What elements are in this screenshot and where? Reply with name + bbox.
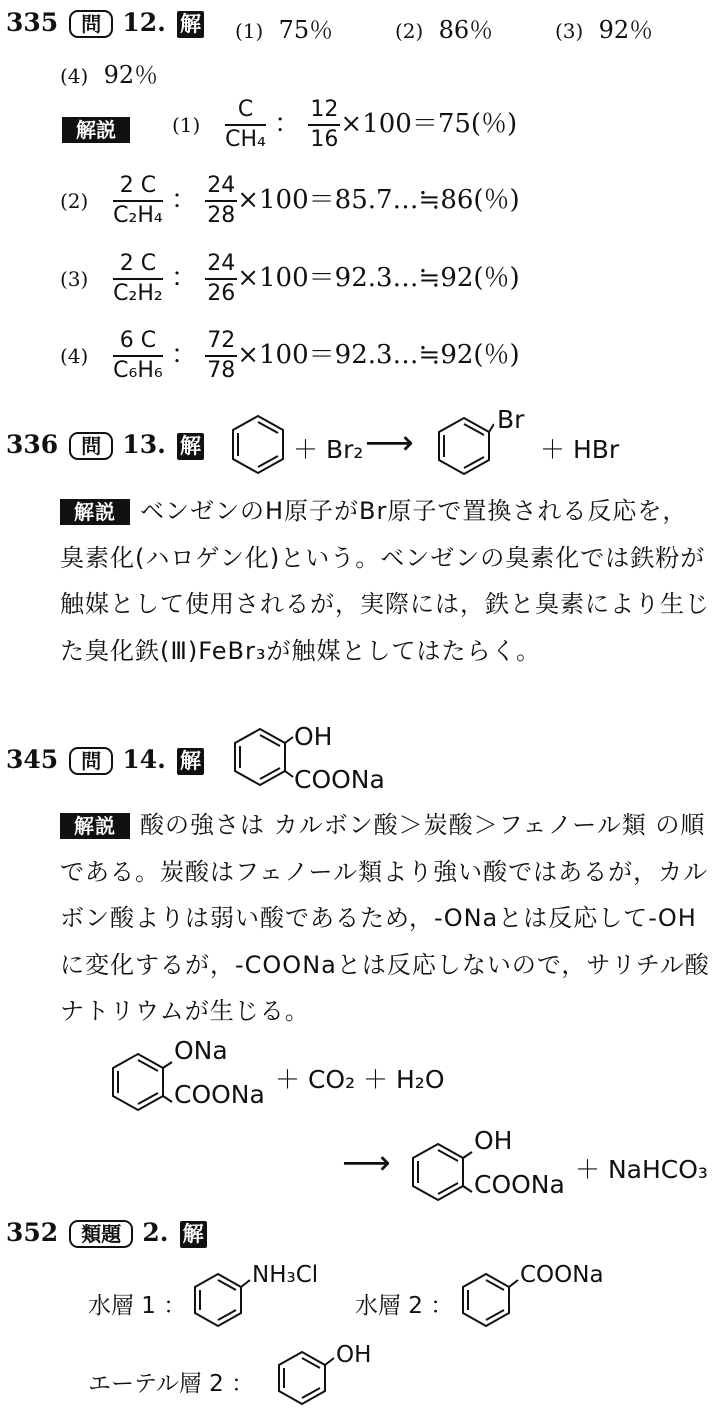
answer-mark: 解 [177, 748, 204, 775]
substituent-coona: COONa [294, 765, 385, 794]
disodium-salicylate-ring-icon [108, 1050, 174, 1116]
product-nahco3: ＋ NaHCO₃ [575, 1155, 708, 1184]
q345-explanation: 解説 酸の強さは カルボン酸＞炭酸＞フェノール類 の順である。炭酸はフェノール類より強い酸ではあるが，カルボン酸よりは弱い酸であるため，-ONaとは反応して-OHに変化するが，-COONaとは反応しないので，サリチル酸ナトリウムが生じる。 [60, 811, 710, 1025]
substituent-coona: COONa [520, 1262, 604, 1288]
question-tag: 問 [69, 10, 113, 38]
fraction: $\frac{72}{78}$ [207, 328, 236, 383]
question-tag: 類題 [69, 1220, 133, 1248]
kaisetsu-label: 解説 [60, 813, 130, 839]
sodium-salicylate-ring-icon [230, 725, 294, 791]
water-layer-2-label: 水層 2 ： [355, 1293, 454, 1319]
phenol-ring-icon [274, 1348, 336, 1410]
q335-header [6, 8, 204, 38]
fraction: $\frac{2 C}{\text{C₂H₄}}$ [113, 173, 163, 228]
q345-header [6, 745, 204, 775]
answer-mark: 解 [177, 433, 204, 460]
water-layer-1-label: 水層 1 ： [88, 1293, 187, 1319]
substituent-br: Br [497, 405, 525, 434]
answer-mark: 解 [180, 1221, 207, 1248]
question-number: 335 [6, 8, 59, 37]
substituent-ona: ONa [174, 1036, 228, 1065]
question-number: 336 [6, 430, 59, 459]
fraction: $\frac{24}{28}$ [207, 173, 236, 228]
question-number: 352 [6, 1218, 59, 1247]
kaisetsu-label: 解説 [60, 499, 130, 525]
substituent-oh: OH [336, 1342, 372, 1368]
substituent-nh3cl: NH₃Cl [252, 1262, 319, 1288]
problem-number: 14. [122, 745, 166, 774]
answer-3: (3) 92％ [555, 16, 654, 44]
answer-4: (4) 92％ [60, 61, 159, 89]
q352-header [6, 1218, 207, 1248]
question-number: 345 [6, 745, 59, 774]
q336-header [6, 430, 204, 460]
calc-step-2: (2) $\frac{2 C}{\text{C₂H₄}}$ ： $\frac{24}{28}$ ×100＝85.7…≒86(％) [60, 173, 520, 228]
fraction: $\frac{C}{\text{CH₄}}$ [225, 97, 266, 152]
problem-number: 2. [142, 1218, 169, 1247]
fraction: $\frac{2 C}{\text{C₂H₂}}$ [113, 251, 163, 306]
fraction: $\frac{12}{16}$ [310, 97, 339, 152]
q336-explanation: 解説 ベンゼンのH原子がBr原子で置換される反応を，臭素化(ハロゲン化)という。ベンゼンの臭素化では鉄粉が触媒として使用されるが，実際には，鉄と臭素により生じた臭化鉄(Ⅲ)FeBr₃が触媒としてはたらく。 [60, 497, 710, 665]
kaisetsu-label: 解説 [62, 117, 130, 143]
calc-step-1: (1) $\frac{C}{\text{CH₄}}$ ： $\frac{12}{16}$ ×100＝75(％) [172, 97, 518, 152]
reactants-co2-h2o: ＋ CO₂ ＋ H₂O [275, 1065, 445, 1094]
reactant-br2: ＋ Br₂ [293, 435, 364, 464]
substituent-coona: COONa [174, 1080, 265, 1109]
bromobenzene-ring-icon [434, 412, 494, 478]
ether-layer-2-label: エーテル層 2 ： [88, 1371, 255, 1397]
question-tag: 問 [69, 747, 113, 775]
answer-1: (1) 75％ [235, 16, 334, 44]
calc-step-4: (4) $\frac{6 C}{\text{C₆H₆}}$ ： $\frac{72}{78}$ ×100＝92.3…≒92(％) [60, 328, 520, 383]
question-tag: 問 [69, 432, 113, 460]
calc-step-3: (3) $\frac{2 C}{\text{C₂H₂}}$ ： $\frac{24}{26}$ ×100＝92.3…≒92(％) [60, 251, 520, 306]
benzene-ring-icon [228, 412, 288, 478]
substituent-oh: OH [474, 1126, 513, 1155]
problem-number: 12. [122, 8, 166, 37]
sodium-salicylate-product-ring-icon [408, 1140, 474, 1206]
answer-mark: 解 [177, 11, 204, 38]
fraction: $\frac{6 C}{\text{C₆H₆}}$ [113, 328, 163, 383]
substituent-oh: OH [294, 722, 333, 751]
fraction: $\frac{24}{26}$ [207, 251, 236, 306]
reaction-arrow: ⟶ [365, 423, 414, 463]
reaction-arrow: ⟶ [342, 1143, 391, 1183]
substituent-coona: COONa [474, 1170, 565, 1199]
sodium-benzoate-ring-icon [458, 1270, 520, 1332]
problem-number: 13. [122, 430, 166, 459]
product-hbr: ＋ HBr [540, 435, 620, 464]
anilinium-ring-icon [190, 1270, 252, 1332]
answer-2: (2) 86％ [395, 16, 494, 44]
